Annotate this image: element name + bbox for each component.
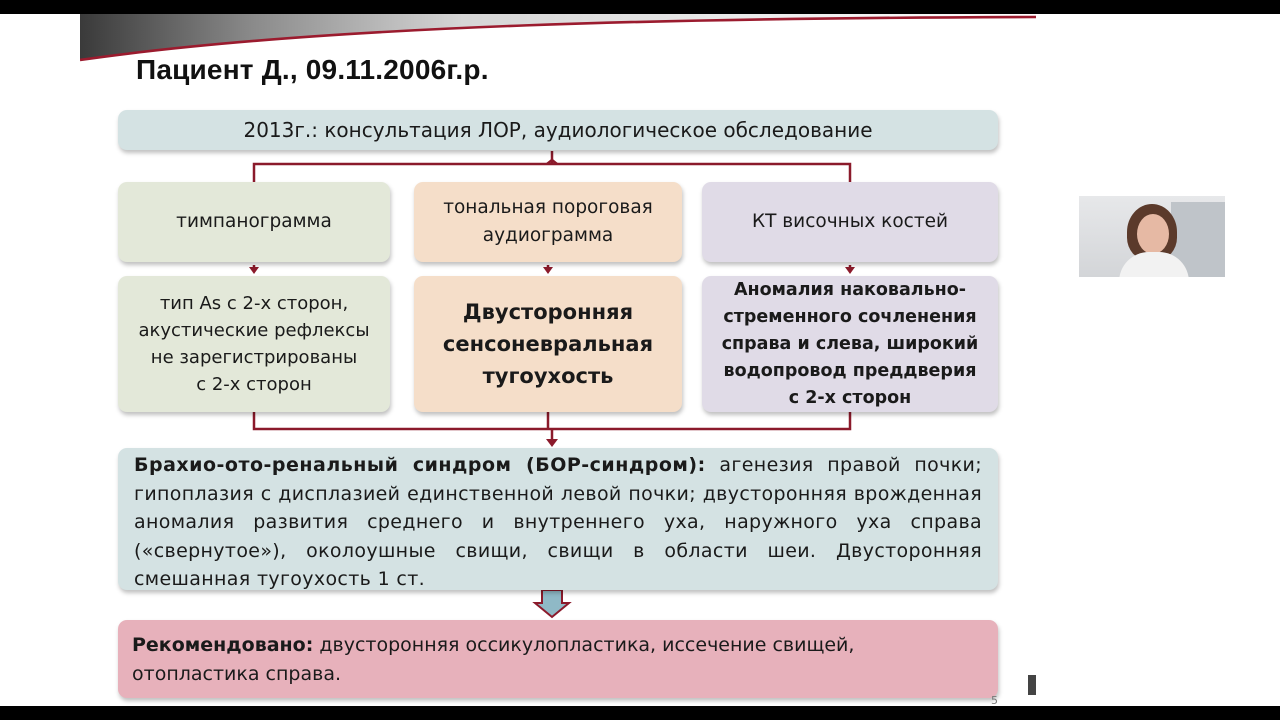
ct-box [702,182,998,262]
recommendation-body: двусторонняя оссикулопластика, иссечение свищей, отопластика справа. [132,634,855,685]
tympanogram-box [118,182,390,262]
result-line: Аномалия наковально- [733,279,967,300]
result-line: не зарегистрированы [150,347,358,368]
result-line: тугоухость [482,364,614,388]
audiogram-label [443,194,653,250]
recommendation-label: Рекомендовано: [132,634,314,656]
recommendation-text [132,620,984,689]
diagnosis-text [134,448,982,594]
tympanogram-label: тимпанограмма [176,211,332,232]
result-line: акустические рефлексы [138,320,370,341]
result-line: Двусторонняя [462,300,634,324]
recommendation-box [118,620,998,698]
right-background [1036,14,1280,706]
audiogram-result [443,296,653,392]
page-number: 5 [991,694,998,706]
consultation-box [118,110,998,150]
audiogram-line: тональная пороговая [443,197,653,218]
top-letterbox [0,0,1280,14]
audiogram-line: аудиограмма [482,225,614,246]
result-line: тип As с 2-х сторон, [159,293,349,314]
diagnosis-body: агенезия правой почки; гипоплазия с дисплазией единственной левой почки; двусторонняя врожденная аномалия развития среднего и внутреннего уха, наружного уха справа («свернутое»), околоушные свищи, свищи в области шеи. Двусторонняя смешанная тугоухость 1 ст. [134,454,982,590]
scroll-indicator[interactable] [1028,675,1036,695]
webcam-video[interactable] [1079,196,1225,277]
result-line: с 2-х сторон [788,387,912,408]
tympanogram-result [138,290,369,398]
result-line: водопровод преддверия [723,360,977,381]
tympanogram-result-box [118,276,390,412]
result-line: стременного сочленения [723,306,977,327]
ct-result [722,277,979,412]
diagnosis-label: Брахио-ото-ренальный синдром (БОР-синдром): [134,454,706,476]
consultation-text: 2013г.: консультация ЛОР, аудиологическое обследование [243,118,873,142]
result-line: сенсоневральная [442,332,654,356]
diagnosis-box [118,448,998,590]
slide-title: Пациент Д., 09.11.2006г.р. [136,54,489,85]
ct-label: КТ височных костей [751,211,949,232]
down-arrow-icon [535,590,569,617]
presenter-face [1137,214,1169,254]
bottom-letterbox [0,706,1280,720]
audiogram-result-box [414,276,682,412]
ct-result-box [702,276,998,412]
presentation-slide [80,14,1036,706]
result-line: с 2-х сторон [196,374,312,395]
audiogram-box [414,182,682,262]
result-line: справа и слева, широкий [721,333,979,354]
